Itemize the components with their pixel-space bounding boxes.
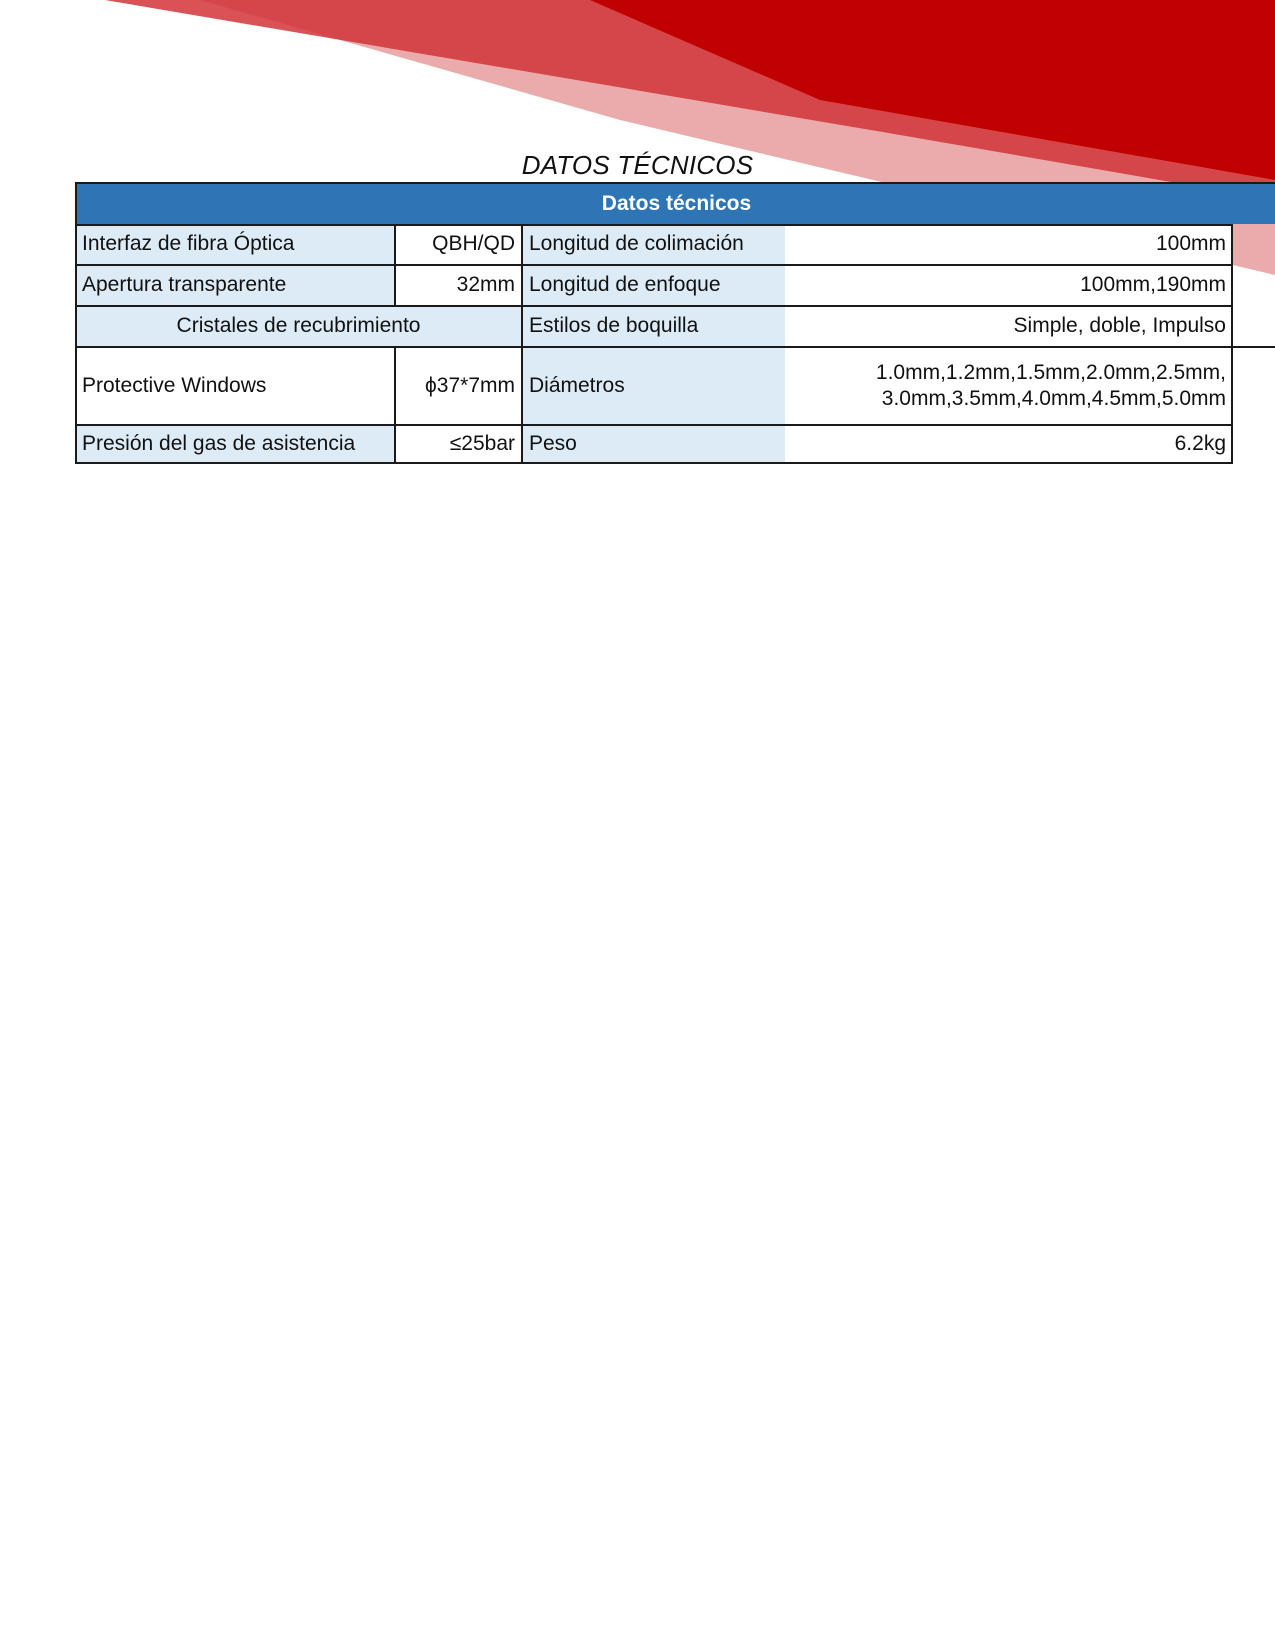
grid-line bbox=[75, 264, 1233, 266]
value-clear-aperture: 32mm bbox=[395, 265, 522, 306]
grid-line bbox=[75, 182, 77, 464]
label-diameters: Diámetros bbox=[522, 347, 785, 425]
value-diameters bbox=[785, 347, 1233, 425]
value-focus-length: 100mm,190mm bbox=[785, 265, 1233, 306]
grid-line bbox=[75, 346, 1275, 348]
table-header: Datos técnicos bbox=[75, 182, 1275, 224]
label-collimation-length: Longitud de colimación bbox=[522, 224, 785, 265]
value-weight: 6.2kg bbox=[785, 425, 1233, 464]
document-title: DATOS TÉCNICOS bbox=[521, 150, 754, 180]
label-protective-windows: Protective Windows bbox=[75, 347, 395, 425]
value-protective-windows: ϕ37*7mm bbox=[395, 347, 522, 425]
value-nozzle-styles: Simple, doble, Impulso bbox=[785, 306, 1233, 347]
grid-line bbox=[75, 462, 1233, 464]
label-weight: Peso bbox=[522, 425, 785, 464]
label-focus-length: Longitud de enfoque bbox=[522, 265, 785, 306]
grid-line bbox=[394, 224, 396, 306]
grid-line bbox=[75, 224, 1233, 226]
label-clear-aperture: Apertura transparente bbox=[75, 265, 395, 306]
grid-line bbox=[75, 305, 1233, 307]
label-assist-gas-pressure: Presión del gas de asistencia bbox=[75, 425, 395, 464]
grid-line bbox=[394, 347, 396, 464]
tech-data-table bbox=[75, 182, 1233, 464]
label-cover-glass: Cristales de recubrimiento bbox=[75, 306, 522, 347]
label-nozzle-styles: Estilos de boquilla bbox=[522, 306, 785, 347]
label-fiber-interface: Interfaz de fibra Óptica bbox=[75, 224, 395, 265]
grid-line bbox=[1231, 224, 1233, 464]
value-fiber-interface: QBH/QD bbox=[395, 224, 522, 265]
value-assist-gas-pressure: ≤25bar bbox=[395, 425, 522, 464]
diameters-line-2: 3.0mm,3.5mm,4.0mm,4.5mm,5.0mm bbox=[881, 387, 1226, 410]
grid-line bbox=[521, 224, 523, 464]
diameters-line-1: 1.0mm,1.2mm,1.5mm,2.0mm,2.5mm, bbox=[875, 360, 1226, 384]
value-collimation-length: 100mm bbox=[785, 224, 1233, 265]
grid-line bbox=[75, 424, 1233, 426]
